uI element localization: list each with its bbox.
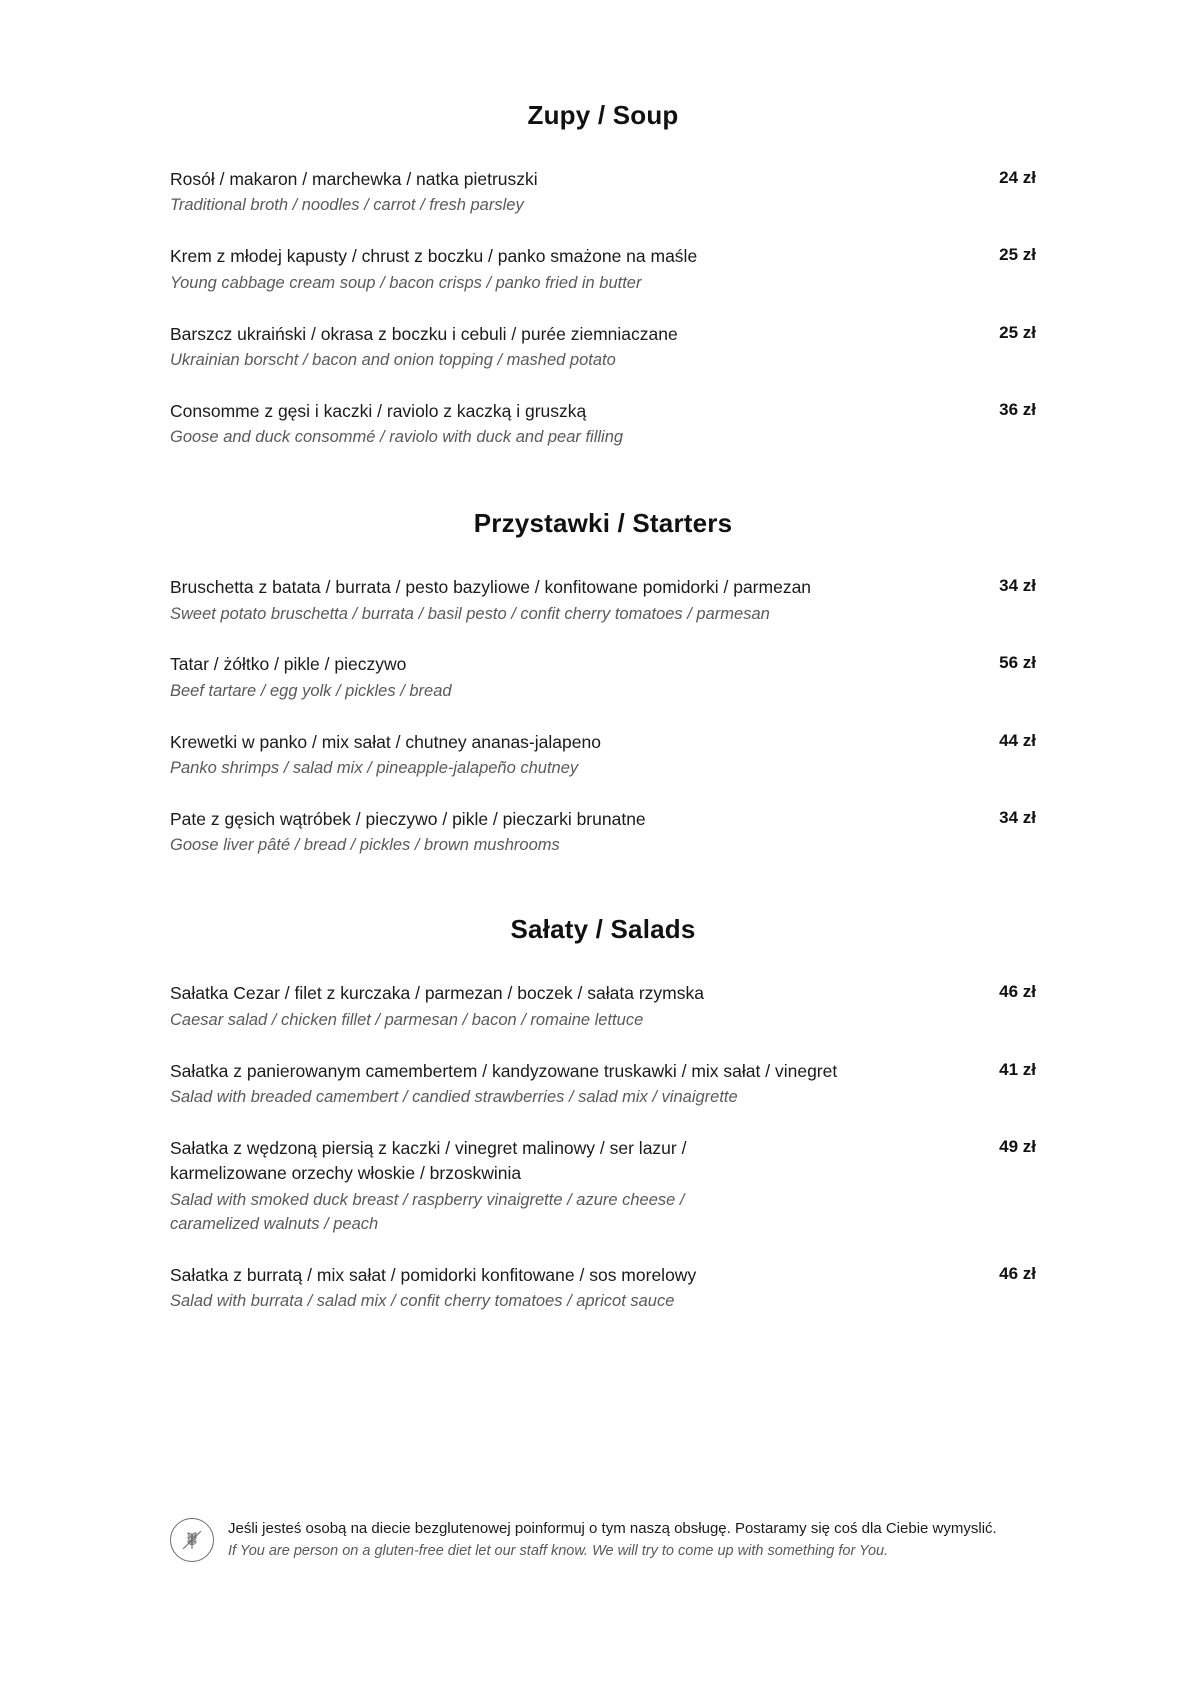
menu-item-price: 46 zł	[999, 1263, 1036, 1283]
menu-item-name-en: Salad with breaded camembert / candied strawberries / salad mix / vinaigrette	[170, 1088, 738, 1107]
menu-item-name-en: Panko shrimps / salad mix / pineapple-jalapeño chutney	[170, 759, 579, 778]
menu-item-name-en: Salad with burrata / salad mix / confit cherry tomatoes / apricot sauce	[170, 1291, 675, 1310]
menu-item-price: 24 zł	[999, 168, 1036, 187]
menu-item-price: 25 zł	[999, 322, 1036, 342]
menu-section-soup	[170, 100, 1036, 450]
menu-item-text	[170, 167, 950, 218]
footer-text	[228, 1518, 1036, 1562]
menu-item	[170, 575, 1036, 626]
menu-item-text	[170, 730, 950, 781]
menu-items-starters	[170, 575, 1036, 858]
menu-section-starters	[170, 508, 1036, 858]
menu-item	[170, 1059, 1036, 1110]
menu-item-name-pl: Bruschetta z batata / burrata / pesto bazyliowe / konfitowane pomidorki / parmezan	[170, 577, 812, 598]
menu-item-name-pl: Sałatka Cezar / filet z kurczaka / parmezan / boczek / sałata rzymska	[170, 983, 704, 1004]
menu-items-salads	[170, 981, 1036, 1313]
menu-item-text	[170, 807, 950, 858]
menu-item-price: 46 zł	[999, 982, 1036, 1002]
menu-item-name-en: Beef tartare / egg yolk / pickles / bread	[170, 681, 452, 700]
menu-item-name-en: Salad with smoked duck breast / raspberry vinaigrette / azure cheese / caramelized walnuts / peach	[170, 1190, 685, 1233]
menu-item-price: 36 zł	[999, 399, 1036, 419]
menu-item	[170, 981, 1036, 1032]
gluten-free-icon	[170, 1518, 214, 1562]
menu-item-text	[170, 652, 950, 703]
menu-item-name-en: Young cabbage cream soup / bacon crisps / panko fried in butter	[170, 273, 642, 292]
menu-item-price: 41 zł	[999, 1059, 1036, 1079]
menu-item-name-en: Sweet potato bruschetta / burrata / basil pesto / confit cherry tomatoes / parmesan	[170, 604, 770, 623]
menu-item-text	[170, 322, 950, 373]
menu-item-name-pl: Krewetki w panko / mix sałat / chutney ananas-jalapeno	[170, 731, 601, 752]
menu-content	[170, 100, 1036, 1314]
menu-items-soup	[170, 167, 1036, 450]
menu-item	[170, 244, 1036, 295]
menu-item-price: 49 zł	[999, 1136, 1036, 1156]
menu-item	[170, 730, 1036, 781]
menu-item	[170, 807, 1036, 858]
menu-item-text	[170, 1059, 950, 1110]
menu-item-text	[170, 575, 950, 626]
menu-item-name-en: Traditional broth / noodles / carrot / fresh parsley	[170, 196, 524, 215]
menu-item	[170, 322, 1036, 373]
menu-item-name-en: Goose and duck consommé / raviolo with duck and pear filling	[170, 428, 624, 447]
menu-item-name-en: Ukrainian borscht / bacon and onion topping / mashed potato	[170, 350, 616, 369]
menu-item-text	[170, 1263, 950, 1314]
menu-item	[170, 1136, 1036, 1237]
menu-item-price: 25 zł	[999, 245, 1036, 265]
menu-item-name-pl: Tatar / żółtko / pikle / pieczywo	[170, 654, 407, 675]
menu-item	[170, 399, 1036, 450]
footer-note-en: If You are person on a gluten-free diet let our staff know. We will try to come up with something for You.	[228, 1542, 889, 1559]
section-title-starters: Przystawki / Starters	[473, 508, 733, 539]
menu-item-text	[170, 1136, 770, 1237]
menu-item-name-pl: Sałatka z burratą / mix sałat / pomidorki konfitowane / sos morelowy	[170, 1264, 697, 1285]
menu-item-text	[170, 399, 950, 450]
menu-section-salads	[170, 914, 1036, 1313]
section-title-salads: Sałaty / Salads	[510, 914, 696, 945]
menu-item-name-pl: Krem z młodej kapusty / chrust z boczku / panko smażone na maśle	[170, 246, 698, 267]
menu-item	[170, 652, 1036, 703]
menu-item	[170, 1263, 1036, 1314]
menu-item-name-en: Caesar salad / chicken fillet / parmesan / bacon / romaine lettuce	[170, 1010, 644, 1029]
menu-item-price: 44 zł	[999, 730, 1036, 750]
menu-item-name-pl: Pate z gęsich wątróbek / pieczywo / pikle / pieczarki brunatne	[170, 809, 646, 830]
menu-item-name-pl: Sałatka z wędzoną piersią z kaczki / vinegret malinowy / ser lazur / karmelizowane orzechy włoskie / brzoskwinia	[170, 1137, 687, 1184]
footer-note	[170, 1518, 1036, 1562]
menu-item-name-pl: Barszcz ukraiński / okrasa z boczku i cebuli / purée ziemniaczane	[170, 323, 678, 344]
menu-item-name-pl: Rosół / makaron / marchewka / natka pietruszki	[170, 169, 538, 189]
menu-item-text	[170, 981, 950, 1032]
menu-item-name-en: Goose liver pâté / bread / pickles / brown mushrooms	[170, 836, 560, 855]
section-spacer	[170, 450, 1036, 508]
menu-item-name-pl: Consomme z gęsi i kaczki / raviolo z kaczką i gruszką	[170, 400, 587, 421]
menu-item-price: 56 zł	[999, 653, 1036, 673]
menu-item-price: 34 zł	[999, 808, 1036, 828]
section-title-soup: Zupy / Soup	[527, 100, 679, 130]
menu-item-name-pl: Sałatka z panierowanym camembertem / kandyzowane truskawki / mix sałat / vinegret	[170, 1060, 838, 1081]
menu-item-price: 34 zł	[999, 576, 1036, 596]
menu-item	[170, 167, 1036, 218]
section-spacer	[170, 858, 1036, 914]
menu-item-text	[170, 244, 950, 295]
footer-note-pl: Jeśli jesteś osobą na diecie bezglutenowej poinformuj o tym naszą obsługę. Postaramy się coś dla Ciebie wymyslić.	[228, 1520, 997, 1537]
